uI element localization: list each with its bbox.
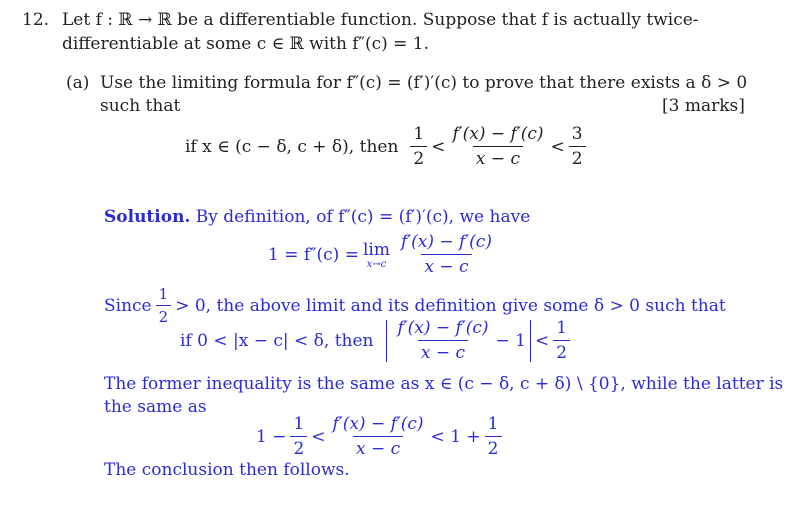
fraction-denominator: 2 [485, 436, 502, 459]
solution-equation-2 [180, 318, 574, 363]
fraction-denominator: 2 [156, 305, 172, 326]
fraction-one-half [485, 414, 502, 459]
problem-number: 12. [22, 10, 50, 30]
less-than-one-plus: < 1 + [430, 426, 481, 447]
fraction-numerator: 3 [571, 124, 583, 144]
since-text: Since [104, 295, 152, 316]
fraction-numerator: 1 [413, 124, 425, 144]
lim-subscript: x→c [366, 258, 387, 270]
less-than-sign: < [311, 426, 326, 447]
fraction-denominator: 2 [553, 340, 570, 363]
part-a-line-1: Use the limiting formula for f″(c) = (f′)′(c) to prove that there exists a δ > 0 [100, 73, 748, 93]
less-than-sign: < [550, 136, 565, 157]
limit-operator [363, 240, 390, 270]
fraction-numerator: 1 [293, 414, 305, 434]
fraction-numerator: 1 [158, 285, 169, 303]
part-a-equation [185, 124, 590, 169]
fraction-denominator: x − c [473, 146, 523, 169]
solution-equation-3 [256, 414, 506, 459]
minus-one: − 1 [495, 330, 526, 351]
eq2-prefix: if 0 < |x − c| < δ, then [180, 330, 374, 351]
solution-intro: By definition, of f″(c) = (f′)′(c), we have [195, 207, 531, 227]
eq3-one-minus: 1 − [256, 426, 287, 447]
difference-quotient [449, 124, 546, 169]
part-a-line-2: such that [100, 96, 181, 116]
less-than-sign: < [431, 136, 446, 157]
fraction-denominator: x − c [353, 436, 403, 459]
fraction-numerator: f′(x) − f′(c) [397, 318, 489, 338]
fraction-denominator: 2 [410, 146, 427, 169]
fraction-one-half [156, 285, 172, 326]
less-than-sign: < [534, 330, 550, 351]
fraction-three-halves [569, 124, 586, 169]
solution-former-line-1: The former inequality is the same as x ∈ (c − δ, c + δ) \ {0}, while the latter is [104, 374, 784, 394]
solution-heading: Solution. [104, 207, 191, 227]
abs-bar-left [386, 320, 387, 362]
fraction-denominator: 2 [290, 436, 307, 459]
lim-text: lim [362, 239, 390, 260]
fraction-numerator: 1 [487, 414, 499, 434]
eq1-prefix: 1 = f″(c) = [268, 244, 359, 265]
solution-line-1 [104, 207, 530, 227]
fraction-numerator: f′(x) − f′(c) [332, 414, 424, 434]
part-a-label: (a) [66, 73, 90, 93]
solution-conclusion: The conclusion then follows. [104, 460, 350, 480]
fraction-numerator: f′(x) − f′(c) [400, 232, 492, 252]
problem-line-1: Let f : ℝ → ℝ be a differentiable function. Suppose that f is actually twice- [62, 10, 699, 30]
fraction-one-half [290, 414, 307, 459]
solution-equation-1 [268, 232, 499, 277]
abs-bar-right [530, 320, 531, 362]
fraction-one-half [553, 318, 570, 363]
fraction-numerator: 1 [556, 318, 568, 338]
fraction-denominator: x − c [418, 340, 468, 363]
solution-former-line-2: the same as [104, 397, 207, 417]
since-rest-text: > 0, the above limit and its definition give some δ > 0 such that [175, 295, 726, 316]
marks-label: [3 marks] [662, 96, 745, 116]
difference-quotient [395, 318, 492, 363]
problem-line-2: differentiable at some c ∈ ℝ with f″(c) = 1. [62, 34, 430, 54]
fraction-denominator: 2 [569, 146, 586, 169]
eq-prefix: if x ∈ (c − δ, c + δ), then [185, 136, 399, 157]
fraction-denominator: x − c [421, 254, 471, 277]
fraction-numerator: f′(x) − f′(c) [452, 124, 544, 144]
difference-quotient [398, 232, 495, 277]
fraction-one-half [410, 124, 427, 169]
difference-quotient [330, 414, 427, 459]
